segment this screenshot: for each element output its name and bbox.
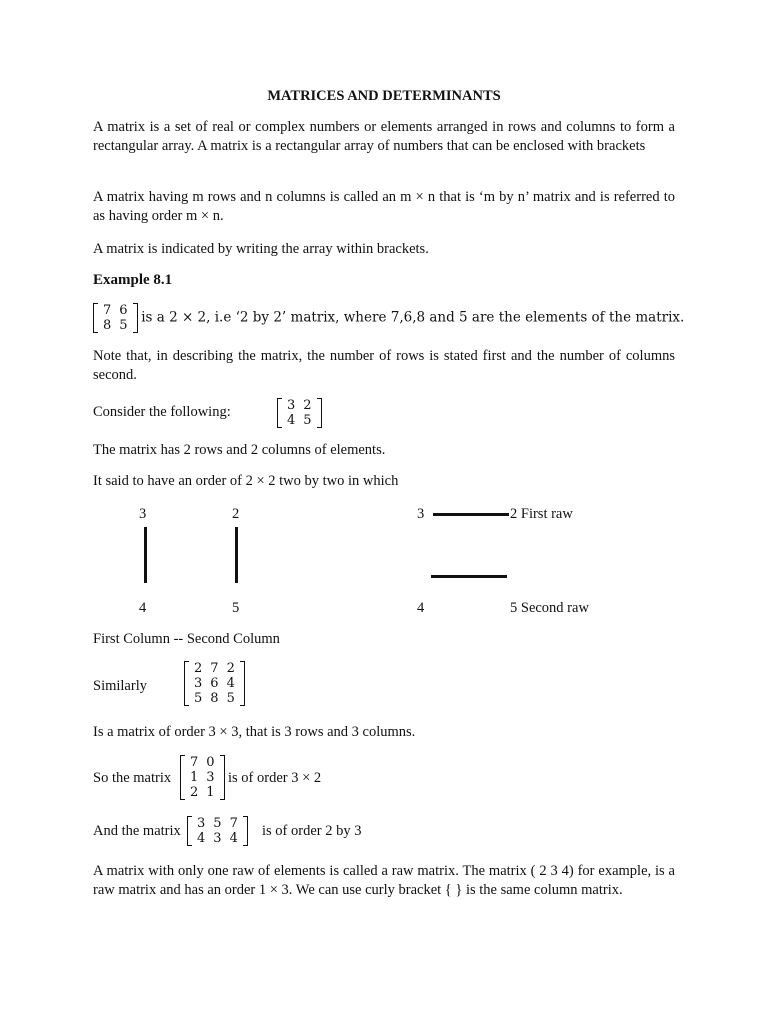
so-matrix <box>180 755 225 800</box>
diagram-label: 5 Second raw <box>510 600 589 616</box>
page-title: MATRICES AND DETERMINANTS <box>267 88 501 104</box>
matrix-cell: 7 <box>190 755 199 770</box>
matrix-cell: 8 <box>103 318 112 333</box>
paragraph-note: Note that, in describing the matrix, the number of rows is stated first and the number of columns second. <box>93 348 675 383</box>
matrix-cell: 1 <box>190 770 199 785</box>
first-row-line <box>433 513 509 516</box>
matrix-cell: 4 <box>226 676 235 691</box>
matrix-cell: 5 <box>303 413 312 428</box>
second-row-line <box>431 575 507 578</box>
matrix-cell: 5 <box>194 691 203 706</box>
matrix-cell: 4 <box>229 831 238 846</box>
diagram-label: 3 <box>139 506 147 522</box>
paragraph-three-by-three: Is a matrix of order 3 × 3, that is 3 rows and 3 columns. <box>93 724 416 740</box>
paragraph-brackets: A matrix is indicated by writing the array within brackets. <box>93 241 429 257</box>
matrix-cell: 5 <box>226 691 235 706</box>
and-matrix-wrap <box>187 816 248 846</box>
first-column-line <box>144 527 147 583</box>
similarly-label: Similarly <box>93 678 147 694</box>
consider-matrix-wrap <box>277 398 322 428</box>
matrix-cell: 0 <box>206 755 215 770</box>
matrix-cell: 2 <box>190 785 199 800</box>
second-column-line <box>235 527 238 583</box>
example-line <box>93 303 684 333</box>
consider-label: Consider the following: <box>93 404 231 420</box>
matrix-cell: 7 <box>229 816 238 831</box>
so-label: So the matrix <box>93 770 172 786</box>
matrix-cell: 7 <box>103 303 112 318</box>
matrix-cell: 7 <box>210 661 219 676</box>
matrix-cell: 3 <box>206 770 215 785</box>
matrix-cell: 6 <box>210 676 219 691</box>
matrix-cell: 1 <box>206 785 215 800</box>
matrix-cell: 2 <box>194 661 203 676</box>
matrix-cell: 2 <box>303 398 312 413</box>
similarly-matrix <box>184 661 245 706</box>
matrix-cell: 8 <box>210 691 219 706</box>
paragraph-raw-matrix: A matrix with only one raw of elements is called a raw matrix. The matrix ( 2 3 4) for example, is a raw matrix and has an order 1 × 3. We can use curly bracket { } is the same column matrix. <box>93 863 675 898</box>
similarly-matrix-wrap <box>184 661 245 706</box>
and-text: is of order 2 by 3 <box>262 823 362 839</box>
paragraph-definition: A matrix is a set of real or complex numbers or elements arranged in rows and columns to form a rectangular array. A matrix is a rectangular array of numbers that can be enclosed with brackets <box>93 119 675 154</box>
example-text: is a 2 × 2, i.e ‘2 by 2’ matrix, where 7,6,8 and 5 are the elements of the matrix. <box>141 309 685 326</box>
matrix-cell: 3 <box>287 398 296 413</box>
paragraph-rows-columns: The matrix has 2 rows and 2 columns of elements. <box>93 442 386 458</box>
and-matrix <box>187 816 248 846</box>
matrix-cell: 4 <box>197 831 206 846</box>
matrix-cell: 2 <box>226 661 235 676</box>
and-label: And the matrix <box>93 823 181 839</box>
diagram-label: 4 <box>417 600 425 616</box>
matrix-cell: 6 <box>119 303 128 318</box>
diagram-label: 2 <box>232 506 240 522</box>
paragraph-order-two: It said to have an order of 2 × 2 two by two in which <box>93 473 399 489</box>
example-heading: Example 8.1 <box>93 272 173 288</box>
diagram-label: 4 <box>139 600 147 616</box>
matrix-cell: 4 <box>287 413 296 428</box>
so-matrix-wrap <box>180 755 225 800</box>
matrix-cell: 5 <box>213 816 222 831</box>
matrix-cell: 3 <box>213 831 222 846</box>
diagram-label: 5 <box>232 600 240 616</box>
columns-caption: First Column -- Second Column <box>93 631 280 647</box>
consider-matrix <box>277 398 322 428</box>
example-matrix <box>93 303 138 333</box>
so-text: is of order 3 × 2 <box>228 770 322 786</box>
matrix-cell: 5 <box>119 318 128 333</box>
matrix-cell: 3 <box>197 816 206 831</box>
matrix-cell: 3 <box>194 676 203 691</box>
diagram-label: 2 First raw <box>510 506 573 522</box>
diagram-label: 3 <box>417 506 425 522</box>
paragraph-order: A matrix having m rows and n columns is called an m × n that is ‘m by n’ matrix and is referred to as having order m × n. <box>93 189 675 224</box>
